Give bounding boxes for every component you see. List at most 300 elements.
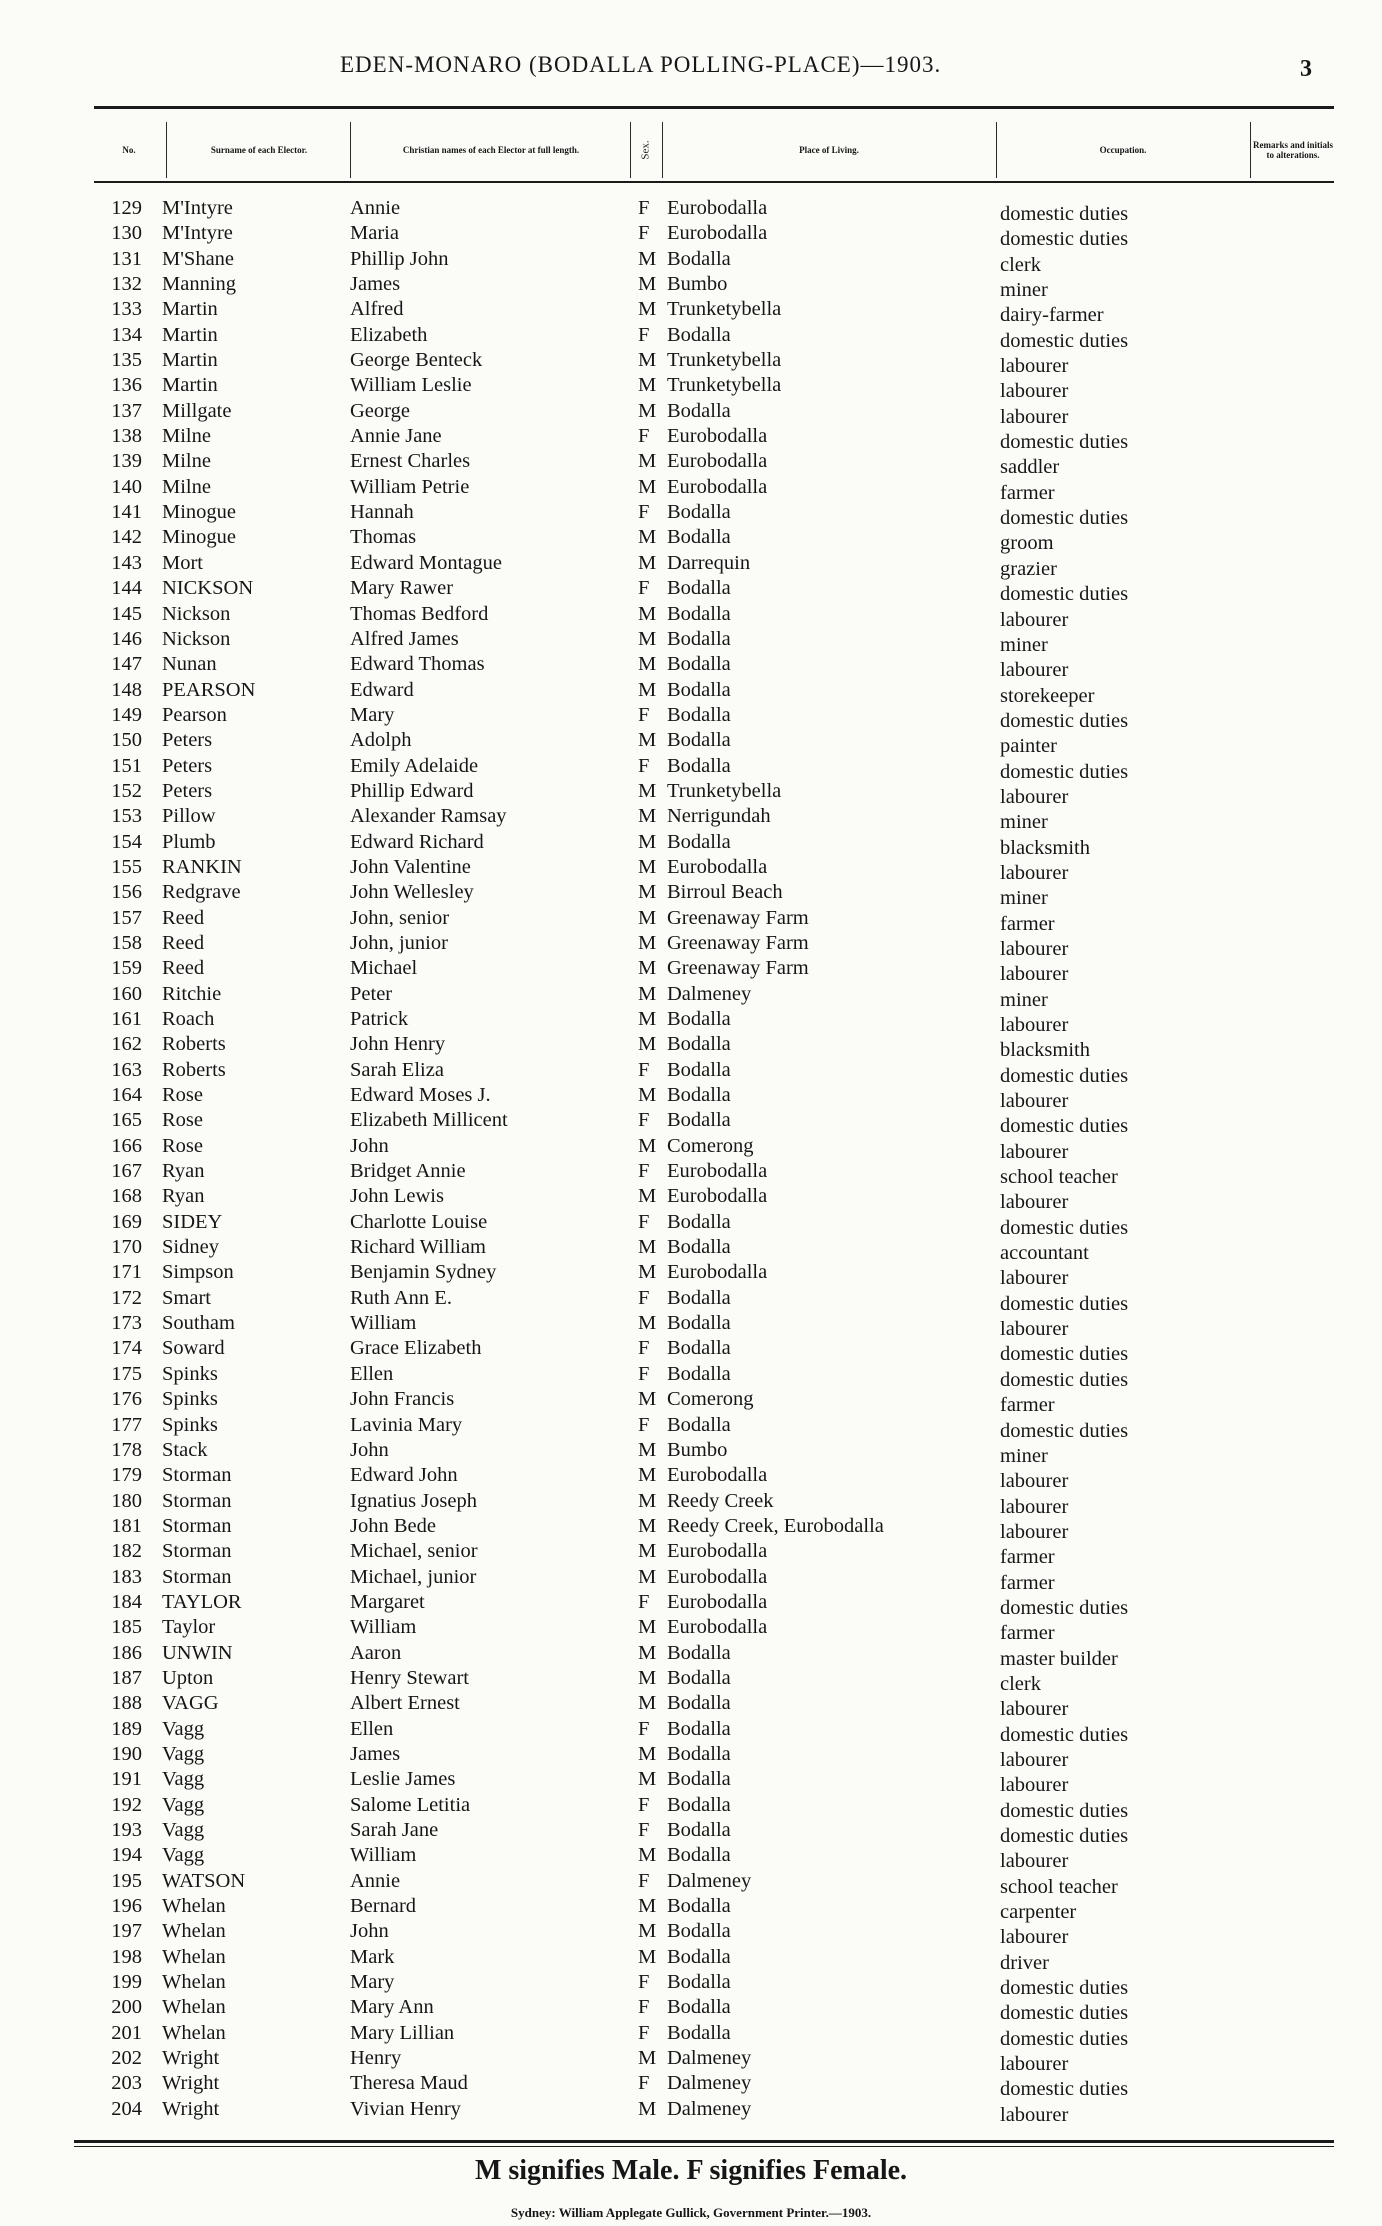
table-row [0,1033,1382,1062]
elector-occupation: domestic duties [1000,1596,1129,1619]
elector-christian-names: Alexander Ramsay [350,805,507,828]
elector-christian-names: John Henry [350,1033,446,1056]
elector-number: 190 [111,1742,142,1765]
elector-place: Trunketybella [667,779,782,802]
elector-number: 165 [111,1109,142,1132]
table-row [0,577,1382,606]
elector-place: Reedy Creek [667,1489,774,1512]
elector-sex: M [638,1844,657,1867]
elector-christian-names: John Wellesley [350,881,474,904]
elector-christian-names: William [350,1616,417,1639]
elector-surname: Vagg [162,1768,205,1791]
elector-christian-names: John Bede [350,1514,436,1537]
table-row [0,1844,1382,1873]
elector-number: 151 [111,754,142,777]
elector-place: Eurobodalla [667,1565,768,1588]
table-row [0,1109,1382,1138]
elector-christian-names: Bridget Annie [350,1160,466,1183]
elector-occupation: labourer [1000,937,1069,960]
elector-occupation: domestic duties [1000,2078,1129,2101]
table-row [0,1742,1382,1771]
elector-number: 184 [111,1590,142,1613]
elector-surname: Smart [162,1286,211,1309]
elector-number: 176 [111,1388,142,1411]
elector-surname: Storman [162,1489,232,1512]
elector-occupation: farmer [1000,1622,1055,1645]
elector-number: 192 [111,1793,142,1816]
elector-number: 183 [111,1565,142,1588]
elector-sex: F [638,1971,650,1994]
elector-number: 196 [111,1895,142,1918]
elector-christian-names: John [350,1438,389,1461]
elector-occupation: labourer [1000,785,1069,808]
elector-occupation: driver [1000,1951,1049,1974]
elector-occupation: painter [1000,735,1057,758]
table-row [0,1337,1382,1366]
elector-number: 178 [111,1438,142,1461]
table-row [0,1261,1382,1290]
elector-surname: Nickson [162,602,231,625]
elector-occupation: labourer [1000,1698,1069,1721]
elector-surname: Wright [162,2047,220,2070]
elector-place: Bodalla [667,703,731,726]
elector-surname: Peters [162,729,213,752]
elector-occupation: master builder [1000,1647,1118,1670]
table-row [0,906,1382,935]
elector-number: 194 [111,1844,142,1867]
elector-christian-names: Emily Adelaide [350,754,479,777]
table-row [0,399,1382,428]
elector-number: 198 [111,1945,142,1968]
elector-number: 169 [111,1210,142,1233]
elector-place: Bodalla [667,1666,731,1689]
elector-number: 180 [111,1489,142,1512]
elector-christian-names: Elizabeth Millicent [350,1109,508,1132]
elector-christian-names: William Petrie [350,475,470,498]
elector-place: Bodalla [667,602,731,625]
footer-rule [74,2140,1334,2143]
elector-place: Bodalla [667,247,731,270]
elector-sex: F [638,1337,650,1360]
elector-surname: Pearson [162,703,227,726]
elector-number: 203 [111,2072,142,2095]
elector-sex: M [638,931,657,954]
elector-number: 199 [111,1971,142,1994]
elector-christian-names: George Benteck [350,349,483,372]
elector-sex: F [638,323,650,346]
table-row [0,298,1382,327]
table-row [0,1185,1382,1214]
elector-christian-names: Michael, junior [350,1565,477,1588]
table-row [0,1489,1382,1518]
elector-place: Bodalla [667,1033,731,1056]
elector-place: Dalmeney [667,982,752,1005]
elector-sex: M [638,298,657,321]
elector-number: 147 [111,653,142,676]
elector-surname: PEARSON [162,678,256,701]
elector-sex: M [638,247,657,270]
elector-surname: Wright [162,2097,220,2120]
elector-number: 175 [111,1362,142,1385]
elector-sex: F [638,2021,650,2044]
elector-surname: Peters [162,754,213,777]
elector-surname: Vagg [162,1793,205,1816]
elector-christian-names: Alfred [350,298,404,321]
elector-christian-names: Annie Jane [350,425,442,448]
elector-surname: Storman [162,1514,232,1537]
elector-surname: M'Shane [162,247,235,270]
elector-sex: M [638,374,657,397]
elector-place: Bodalla [667,627,731,650]
elector-occupation: labourer [1000,405,1069,428]
elector-place: Bodalla [667,1945,731,1968]
elector-number: 170 [111,1236,142,1259]
table-row [0,2097,1382,2126]
table-row [0,729,1382,758]
table-row [0,1236,1382,1265]
elector-sex: M [638,1312,657,1335]
elector-place: Bodalla [667,1210,731,1233]
elector-surname: Roberts [162,1033,226,1056]
elector-occupation: labourer [1000,1470,1069,1493]
column-header-place: Place of Living. [799,145,859,155]
elector-sex: M [638,678,657,701]
elector-place: Bodalla [667,526,731,549]
elector-place: Bodalla [667,501,731,524]
elector-number: 136 [111,374,142,397]
elector-place: Comerong [667,1388,754,1411]
table-row [0,881,1382,910]
elector-sex: F [638,1210,650,1233]
elector-sex: M [638,855,657,878]
elector-sex: M [638,1742,657,1765]
elector-place: Bodalla [667,1008,731,1030]
elector-sex: M [638,1565,657,1588]
elector-surname: Milne [162,475,211,498]
elector-surname: Reed [162,931,205,954]
page-title: EDEN-MONARO (BODALLA POLLING-PLACE)—1903. [340,52,942,77]
elector-surname: VAGG [162,1692,219,1715]
table-row [0,501,1382,530]
elector-christian-names: Mark [350,1945,395,1968]
elector-place: Bodalla [667,1895,731,1918]
elector-number: 200 [111,1996,142,2019]
elector-number: 193 [111,1819,142,1841]
elector-christian-names: Charlotte Louise [350,1210,488,1233]
elector-sex: M [638,982,657,1005]
elector-number: 146 [111,627,142,650]
elector-sex: M [638,399,657,422]
elector-christian-names: Thomas Bedford [350,602,489,625]
elector-occupation: labourer [1000,1191,1069,1214]
table-row [0,754,1382,783]
table-row [0,349,1382,378]
table-row [0,374,1382,403]
elector-occupation: carpenter [1000,1901,1077,1924]
table-row [0,1768,1382,1797]
elector-sex: M [638,627,657,650]
table-row [0,247,1382,276]
elector-christian-names: John Lewis [350,1185,444,1208]
elector-occupation: domestic duties [1000,1216,1129,1239]
elector-christian-names: Edward Montague [350,551,502,574]
elector-place: Bodalla [667,1312,731,1335]
column-divider [996,122,997,178]
elector-place: Eurobodalla [667,222,768,245]
elector-sex: F [638,1160,650,1183]
elector-number: 189 [111,1717,142,1740]
elector-surname: Spinks [162,1388,218,1411]
elector-sex: F [638,754,650,777]
column-divider [350,122,351,178]
elector-place: Bodalla [667,1084,731,1107]
table-row [0,1286,1382,1315]
elector-christian-names: Edward John [350,1464,458,1487]
elector-place: Dalmeney [667,2047,752,2070]
elector-christian-names: Hannah [350,501,414,524]
elector-surname: Reed [162,906,205,929]
elector-sex: M [638,1489,657,1512]
elector-occupation: miner [1000,1444,1048,1467]
elector-number: 159 [111,957,142,980]
elector-number: 179 [111,1464,142,1487]
table-row [0,1819,1382,1847]
table-row [0,197,1382,225]
table-row [0,1895,1382,1924]
elector-surname: Martin [162,349,218,372]
elector-christian-names: Edward Thomas [350,653,485,676]
elector-christian-names: Michael, senior [350,1540,478,1563]
elector-number: 139 [111,450,142,473]
elector-place: Eurobodalla [667,1540,768,1563]
elector-occupation: blacksmith [1000,836,1090,859]
elector-number: 131 [111,247,142,270]
elector-place: Bodalla [667,1819,731,1841]
elector-sex: M [638,1692,657,1715]
elector-occupation: domestic duties [1000,1343,1129,1366]
elector-christian-names: Mary [350,1971,395,1994]
elector-place: Bodalla [667,830,731,853]
table-row [0,1692,1382,1721]
table-row [0,526,1382,555]
elector-sex: M [638,1134,657,1157]
elector-number: 173 [111,1312,142,1335]
elector-sex: M [638,779,657,802]
elector-sex: M [638,881,657,904]
elector-surname: Spinks [162,1413,218,1436]
elector-number: 153 [111,805,142,828]
elector-sex: M [638,1464,657,1487]
elector-sex: M [638,1666,657,1689]
elector-occupation: school teacher [1000,1875,1118,1898]
elector-sex: F [638,501,650,524]
elector-occupation: farmer [1000,912,1055,935]
elector-sex: M [638,273,657,296]
table-row [0,602,1382,631]
elector-surname: WATSON [162,1869,246,1892]
elector-sex: F [638,2072,650,2095]
elector-surname: Manning [162,273,237,296]
elector-surname: Mort [162,551,203,574]
elector-place: Greenaway Farm [667,931,809,954]
elector-number: 157 [111,906,142,929]
table-row [0,323,1382,352]
table-row [0,1590,1382,1619]
footer-rule-thin [74,2146,1334,2147]
elector-number: 201 [111,2021,142,2044]
table-row [0,805,1382,834]
elector-occupation: domestic duties [1000,228,1129,251]
elector-occupation: domestic duties [1000,1292,1129,1315]
elector-place: Bodalla [667,1413,731,1436]
elector-sex: M [638,1895,657,1918]
elector-sex: F [638,1058,650,1081]
elector-sex: M [638,1514,657,1537]
elector-christian-names: Edward [350,678,414,701]
elector-place: Bodalla [667,1109,731,1132]
elector-surname: Storman [162,1565,232,1588]
elector-surname: Taylor [162,1616,216,1639]
elector-surname: Redgrave [162,881,241,904]
elector-occupation: farmer [1000,1394,1055,1417]
elector-christian-names: Ellen [350,1362,394,1385]
table-row [0,1945,1382,1974]
elector-surname: Sidney [162,1236,219,1259]
elector-christian-names: Sarah Eliza [350,1058,444,1081]
elector-surname: Soward [162,1337,225,1360]
elector-christian-names: Phillip Edward [350,779,474,802]
elector-occupation: labourer [1000,1774,1069,1797]
header-bottom-rule [94,181,1334,183]
elector-sex: M [638,1236,657,1259]
elector-place: Bodalla [667,1236,731,1259]
elector-christian-names: Phillip John [350,247,449,270]
column-header-surname: Surname of each Elector. [210,145,308,155]
elector-number: 150 [111,729,142,752]
elector-sex: M [638,957,657,980]
elector-number: 133 [111,298,142,321]
elector-list [0,197,1382,2126]
elector-place: Trunketybella [667,298,782,321]
elector-occupation: domestic duties [1000,1825,1129,1847]
elector-occupation: labourer [1000,659,1069,682]
elector-sex: M [638,1084,657,1107]
elector-number: 158 [111,931,142,954]
elector-place: Eurobodalla [667,1261,768,1284]
elector-place: Eurobodalla [667,1616,768,1639]
elector-christian-names: Bernard [350,1895,417,1918]
table-row [0,703,1382,732]
table-row [0,450,1382,479]
elector-sex: M [638,1185,657,1208]
table-row [0,1996,1382,2025]
elector-place: Bodalla [667,323,731,346]
elector-place: Bodalla [667,1971,731,1994]
elector-occupation: domestic duties [1000,1115,1129,1138]
elector-sex: M [638,1008,657,1030]
elector-number: 134 [111,323,142,346]
table-row [0,2021,1382,2050]
table-row [0,1971,1382,2000]
elector-occupation: domestic duties [1000,1368,1129,1391]
elector-surname: UNWIN [162,1641,233,1664]
elector-sex: M [638,450,657,473]
elector-christian-names: Vivian Henry [350,2097,461,2120]
table-row [0,779,1382,808]
elector-number: 162 [111,1033,142,1056]
elector-christian-names: Adolph [350,729,412,752]
table-row [0,1514,1382,1543]
elector-sex: M [638,830,657,853]
table-row [0,982,1382,1011]
elector-number: 161 [111,1008,142,1030]
elector-occupation: domestic duties [1000,329,1129,352]
elector-sex: F [638,1362,650,1385]
elector-surname: Rose [162,1084,203,1107]
table-row [0,1134,1382,1163]
elector-sex: M [638,2097,657,2120]
table-row [0,931,1382,960]
elector-occupation: farmer [1000,481,1055,504]
elector-christian-names: Henry Stewart [350,1666,469,1689]
elector-number: 140 [111,475,142,498]
elector-sex: M [638,1033,657,1056]
elector-occupation: labourer [1000,1318,1069,1341]
elector-sex: F [638,197,650,219]
column-divider [166,122,167,178]
elector-christian-names: Annie [350,197,401,219]
elector-place: Eurobodalla [667,1185,768,1208]
elector-occupation: clerk [1000,253,1041,276]
elector-christian-names: Mary Lillian [350,2021,455,2044]
elector-surname: Ryan [162,1160,205,1183]
elector-sex: M [638,526,657,549]
elector-occupation: miner [1000,887,1048,910]
elector-place: Bodalla [667,653,731,676]
elector-place: Bodalla [667,1286,731,1309]
elector-sex: M [638,551,657,574]
elector-place: Eurobodalla [667,475,768,498]
elector-number: 167 [111,1160,142,1183]
table-row [0,1464,1382,1493]
table-row [0,475,1382,504]
elector-sex: F [638,1590,650,1613]
elector-number: 168 [111,1185,142,1208]
table-row [0,1160,1382,1189]
elector-surname: M'Intyre [162,197,233,219]
elector-sex: M [638,653,657,676]
elector-sex: M [638,1641,657,1664]
elector-sex: M [638,1261,657,1284]
elector-occupation: farmer [1000,1571,1055,1594]
elector-surname: Reed [162,957,205,980]
elector-place: Bodalla [667,1742,731,1765]
elector-place: Bodalla [667,1996,731,2019]
elector-occupation: labourer [1000,1014,1069,1036]
elector-number: 191 [111,1768,142,1791]
elector-occupation: miner [1000,811,1048,834]
column-divider [662,122,663,178]
sex-legend: M signifies Male. F signifies Female. [474,2155,908,2186]
elector-occupation: domestic duties [1000,1977,1129,2000]
elector-number: 141 [111,501,142,524]
table-row [0,273,1382,302]
elector-christian-names: Michael [350,957,418,980]
elector-number: 148 [111,678,142,701]
elector-christian-names: James [350,1742,401,1765]
elector-occupation: domestic duties [1000,760,1129,783]
elector-surname: Plumb [162,830,216,853]
